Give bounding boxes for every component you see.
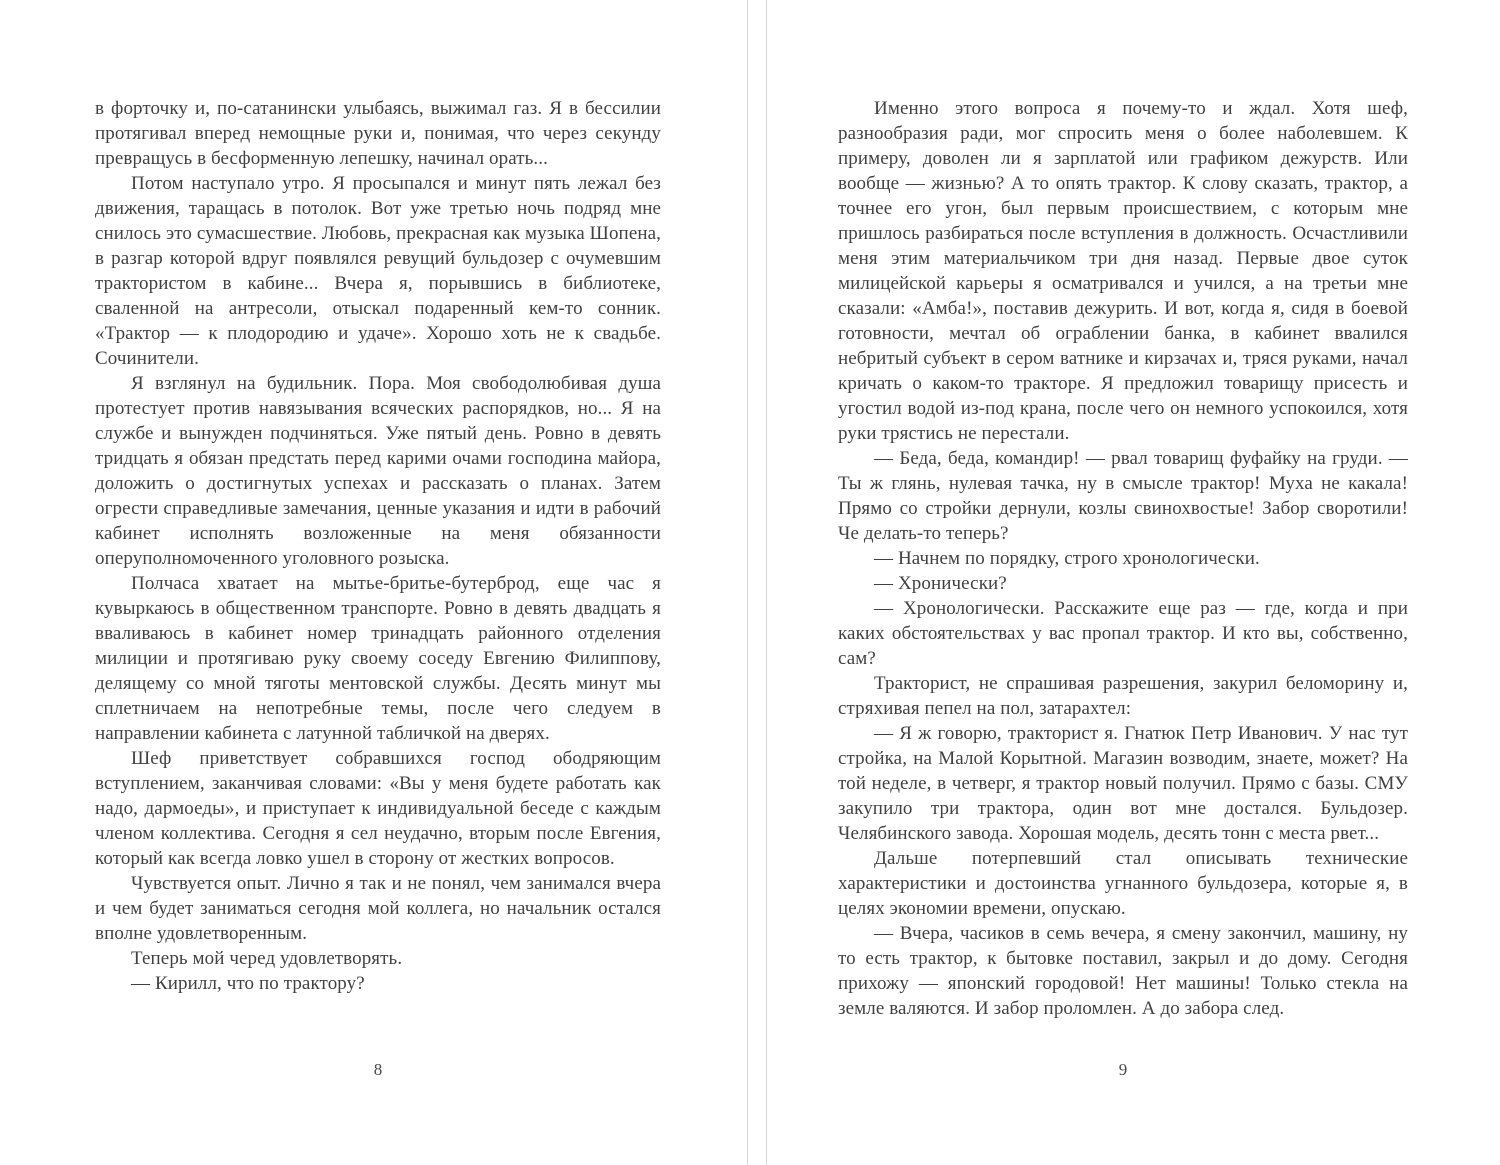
paragraph: — Я ж говорю, тракторист я. Гнатюк Петр Иванович. У нас тут стройка, на Малой Корытной. Магазин возводим, знаете, может? На той неделе, в четверг, я трактор новый получил. Прямо с базы. СМУ закупило три трактора, один вот мне достался. Бульдозер. Челябинского завода. Хорошая модель, десять тонн с места рвет...: [838, 723, 1408, 844]
paragraph: Чувствуется опыт. Лично я так и не понял, чем занимался вчера и чем будет заниматься сегодня мой коллега, но начальник остался вполне удовлетворенным.: [95, 873, 661, 944]
left-page-text: [95, 96, 661, 996]
paragraph: Шеф приветствует собравшихся господ ободряющим вступлением, заканчивая словами: «Вы у меня будете работать как надо, дармоеды», и приступает к индивидуальной беседе с каждым членом коллектива. Сегодня я сел неудачно, вторым после Евгения, который как всегда ловко ушел в сторону от жестких вопросов.: [95, 748, 661, 869]
right-page-number: 9: [1118, 1060, 1128, 1079]
page-gutter-line-left: [747, 0, 748, 1165]
right-page: [767, 0, 1500, 1165]
paragraph: — Беда, беда, командир! — рвал товарищ фуфайку на груди. — Ты ж глянь, нулевая тачка, ну в смысле трактор! Муха не какала! Прямо со стройки дернули, козлы свинохвостые! Забор своротили! Че делать-то теперь?: [838, 448, 1408, 544]
paragraph: Потом наступало утро. Я просыпался и минут пять лежал без движения, таращась в потолок. Вот уже третью ночь подряд мне снилось это сумасшествие. Любовь, прекрасная как музыка Шопена, в разгар которой вдруг появлялся ревущий бульдозер с очумевшим трактористом в кабине... Вчера я, порывшись в библиотеке, сваленной на антресоли, отыскал подаренный кем-то сонник. «Трактор — к плодородию и удаче». Хорошо хоть не к свадьбе. Сочинители.: [95, 173, 661, 369]
paragraph: — Кирилл, что по трактору?: [131, 973, 365, 994]
paragraph: Дальше потерпевший стал описывать технические характеристики и достоинства угнанного бульдозера, которые я, в целях экономии времени, опускаю.: [838, 848, 1408, 919]
paragraph: Полчаса хватает на мытье-бритье-бутерброд, еще час я кувыркаюсь в общественном транспорте. Ровно в девять двадцать я вваливаюсь в кабинет номер тринадцать районного отделения милиции и протягиваю руку своему соседу Евгению Филиппову, делящему со мной тяготы ментовской службы. Десять минут мы сплетничаем на непотребные темы, после чего следуем в направлении кабинета с латунной табличкой на дверях.: [95, 573, 661, 744]
paragraph: в форточку и, по-сатанински улыбаясь, выжимал газ. Я в бессилии протягивал вперед немощные руки и, понимая, что через секунду превращусь в бесформенную лепешку, начинал орать...: [95, 98, 661, 169]
paragraph: Тракторист, не спрашивая разрешения, закурил беломорину и, стряхивая пепел на пол, затарахтел:: [838, 673, 1408, 719]
paragraph: Именно этого вопроса я почему-то и ждал. Хотя шеф, разнообразия ради, мог спросить меня о более наболевшем. К примеру, доволен ли я зарплатой или графиком дежурств. Или вообще — жизнью? А то опять трактор. К слову сказать, трактор, а точнее его угон, был первым происшествием, с которым мне пришлось разбираться после вступления в должность. Осчастливили меня этим материальчиком три дня назад. Первые двое суток милицейской карьеры я осматривался и учился, а на третьи мне сказали: «Амба!», поставив дежурить. И вот, когда я, сидя в боевой готовности, мечтал об ограблении банка, в кабинет ввалился небритый субъект в сером ватнике и кирзачах и, тряся руками, начал кричать о каком-то тракторе. Я предложил товарищу присесть и угостил водой из-под крана, после чего он немного успокоился, хотя руки трястись не перестали.: [838, 98, 1408, 444]
paragraph: — Начнем по порядку, строго хронологически.: [874, 548, 1260, 569]
right-page-text: [838, 96, 1408, 1021]
paragraph: — Хронологически. Расскажите еще раз — где, когда и при каких обстоятельствах у вас пропал трактор. И кто вы, собственно, сам?: [838, 598, 1408, 669]
left-page-number: 8: [373, 1060, 383, 1079]
paragraph: Я взглянул на будильник. Пора. Моя свободолюбивая душа протестует против навязывания всяческих распорядков, но... Я на службе и вынужден подчиняться. Уже пятый день. Ровно в девять тридцать я обязан предстать перед карими очами господина майора, доложить о достигнутых успехах и рассказать о планах. Затем огрести справедливые замечания, ценные указания и идти в рабочий кабинет исполнять возложенные на меня обязанности оперуполномоченного уголовного розыска.: [95, 373, 661, 569]
paragraph: — Хронически?: [874, 573, 1007, 594]
paragraph: — Вчера, часиков в семь вечера, я смену закончил, машину, ну то есть трактор, к бытовке поставил, закрыл и до дому. Сегодня прихожу — японский городовой! Нет машины! Только стекла на земле валяются. И забор проломлен. А до забора след.: [838, 923, 1408, 1019]
left-page: [0, 0, 747, 1165]
paragraph: Теперь мой черед удовлетворять.: [131, 948, 403, 969]
